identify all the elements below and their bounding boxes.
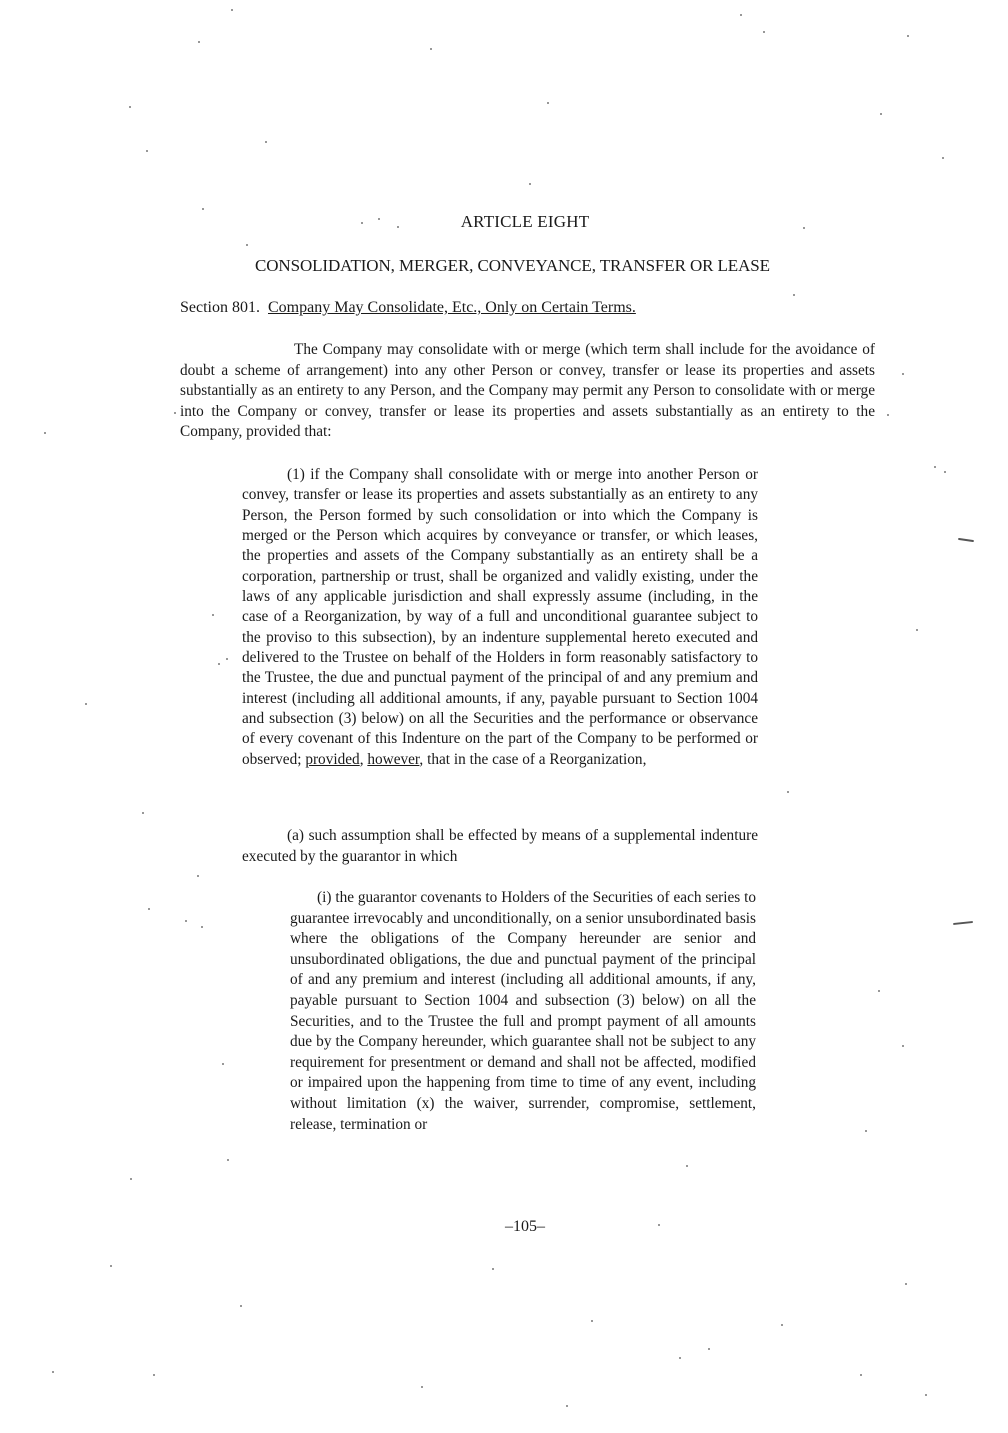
clause-a-paragraph: (a) such assumption shall be effected by means of a supplemental indenture executed by the guarantor in which	[242, 827, 758, 865]
section-title: Company May Consolidate, Etc., Only on Certain Terms.	[268, 299, 636, 316]
clause-i-paragraph: (i) the guarantor covenants to Holders of the Securities of each series to guarantee irrevocably and unconditionally, on a senior unsubordinated basis where the obligations of the Company hereunder are senior and unsubordinated obligations, the due and punctual payment of the principal of and any premium and interest (including all additional amounts, if any, payable pursuant to Section 1004 and subsection (3) below) on all the Securities, and to the Trustee the full and prompt payment of all amounts due by the Company hereunder, which guarantee shall not be subject to any requirement for presentment or demand and shall not be affected, modified or impaired upon the happening from time to time of any event, including without limitation (x) the waiver, surrender, compromise, settlement, release, termination or	[290, 889, 756, 1133]
article-title: ARTICLE EIGHT	[460, 212, 590, 231]
clause-1-text: (1) if the Company shall consolidate with or merge into another Person or convey, transfer or lease its properties and assets substantially as an entirety to any Person, the Person formed by such consolidation or into which the Company is merged or the Person which acquires by conveyance or transfer, or which leases, the properties and assets of the Company substantially as an entirety shall be a corporation, partnership or trust, shall be organized and validly existing, under the laws of any applicable jurisdiction and shall expressly assume (including, in the case of a Reorganization, by way of a full and unconditional guarantee subject to the proviso to this subsection), by an indenture supplemental hereto executed and delivered to the Trustee on behalf of the Holders in form reasonably satisfactory to the Trustee, the due and punctual payment of the principal of and any premium and interest (including all additional amounts, if any, payable pursuant to Section 1004 and subsection (3) below) on all the Securities and the performance or observance of every covenant of this Indenture on the part of the Company to be performed or observed;	[242, 466, 758, 768]
page-number: –105–	[505, 1218, 545, 1235]
clause-1-however: however	[367, 750, 420, 768]
article-heading: CONSOLIDATION, MERGER, CONVEYANCE, TRANSFER OR LEASE	[255, 256, 770, 275]
clause-1-tail: that in the case of a Reorganization,	[427, 750, 647, 768]
section-header	[180, 299, 636, 317]
clause-1-paragraph: (1) if the Company shall consolidate with or merge into another Person or convey, transfer or lease its properties and assets substantially as an entirety to any Person, the Person formed by such consolidation or into which the Company is merged or the Person which acquires by conveyance or transfer, or which leases, the properties and assets of the Company substantially as an entirety shall be a corporation, partnership or trust, shall be organized and validly existing, under the laws of any applicable jurisdiction and shall expressly assume (including, in the case of a Reorganization, by way of a full and unconditional guarantee subject to the proviso to this subsection), by an indenture supplemental hereto executed and delivered to the Trustee on behalf of the Holders in form reasonably satisfactory to the Trustee, the due and punctual payment of the principal of and any premium and interest (including all additional amounts, if any, payable pursuant to Section 1004 and subsection (3) below) on all the Securities and the performance or observance of every covenant of this Indenture on the part of the Company to be performed or observed; provided, however, that in the case of a Reorganization,	[242, 466, 758, 768]
clause-1-provided: provided	[305, 750, 360, 768]
section-number: Section 801.	[180, 299, 260, 316]
intro-paragraph: The Company may consolidate with or merge (which term shall include for the avoidance of doubt a scheme of arrangement) into any other Person or convey, transfer or lease its properties and assets substantially as an entirety to any Person, and the Company may permit any Person to consolidate with or merge into the Company or convey, transfer or lease its properties and assets substantially as an entirety to the Company, provided that:	[180, 341, 875, 440]
